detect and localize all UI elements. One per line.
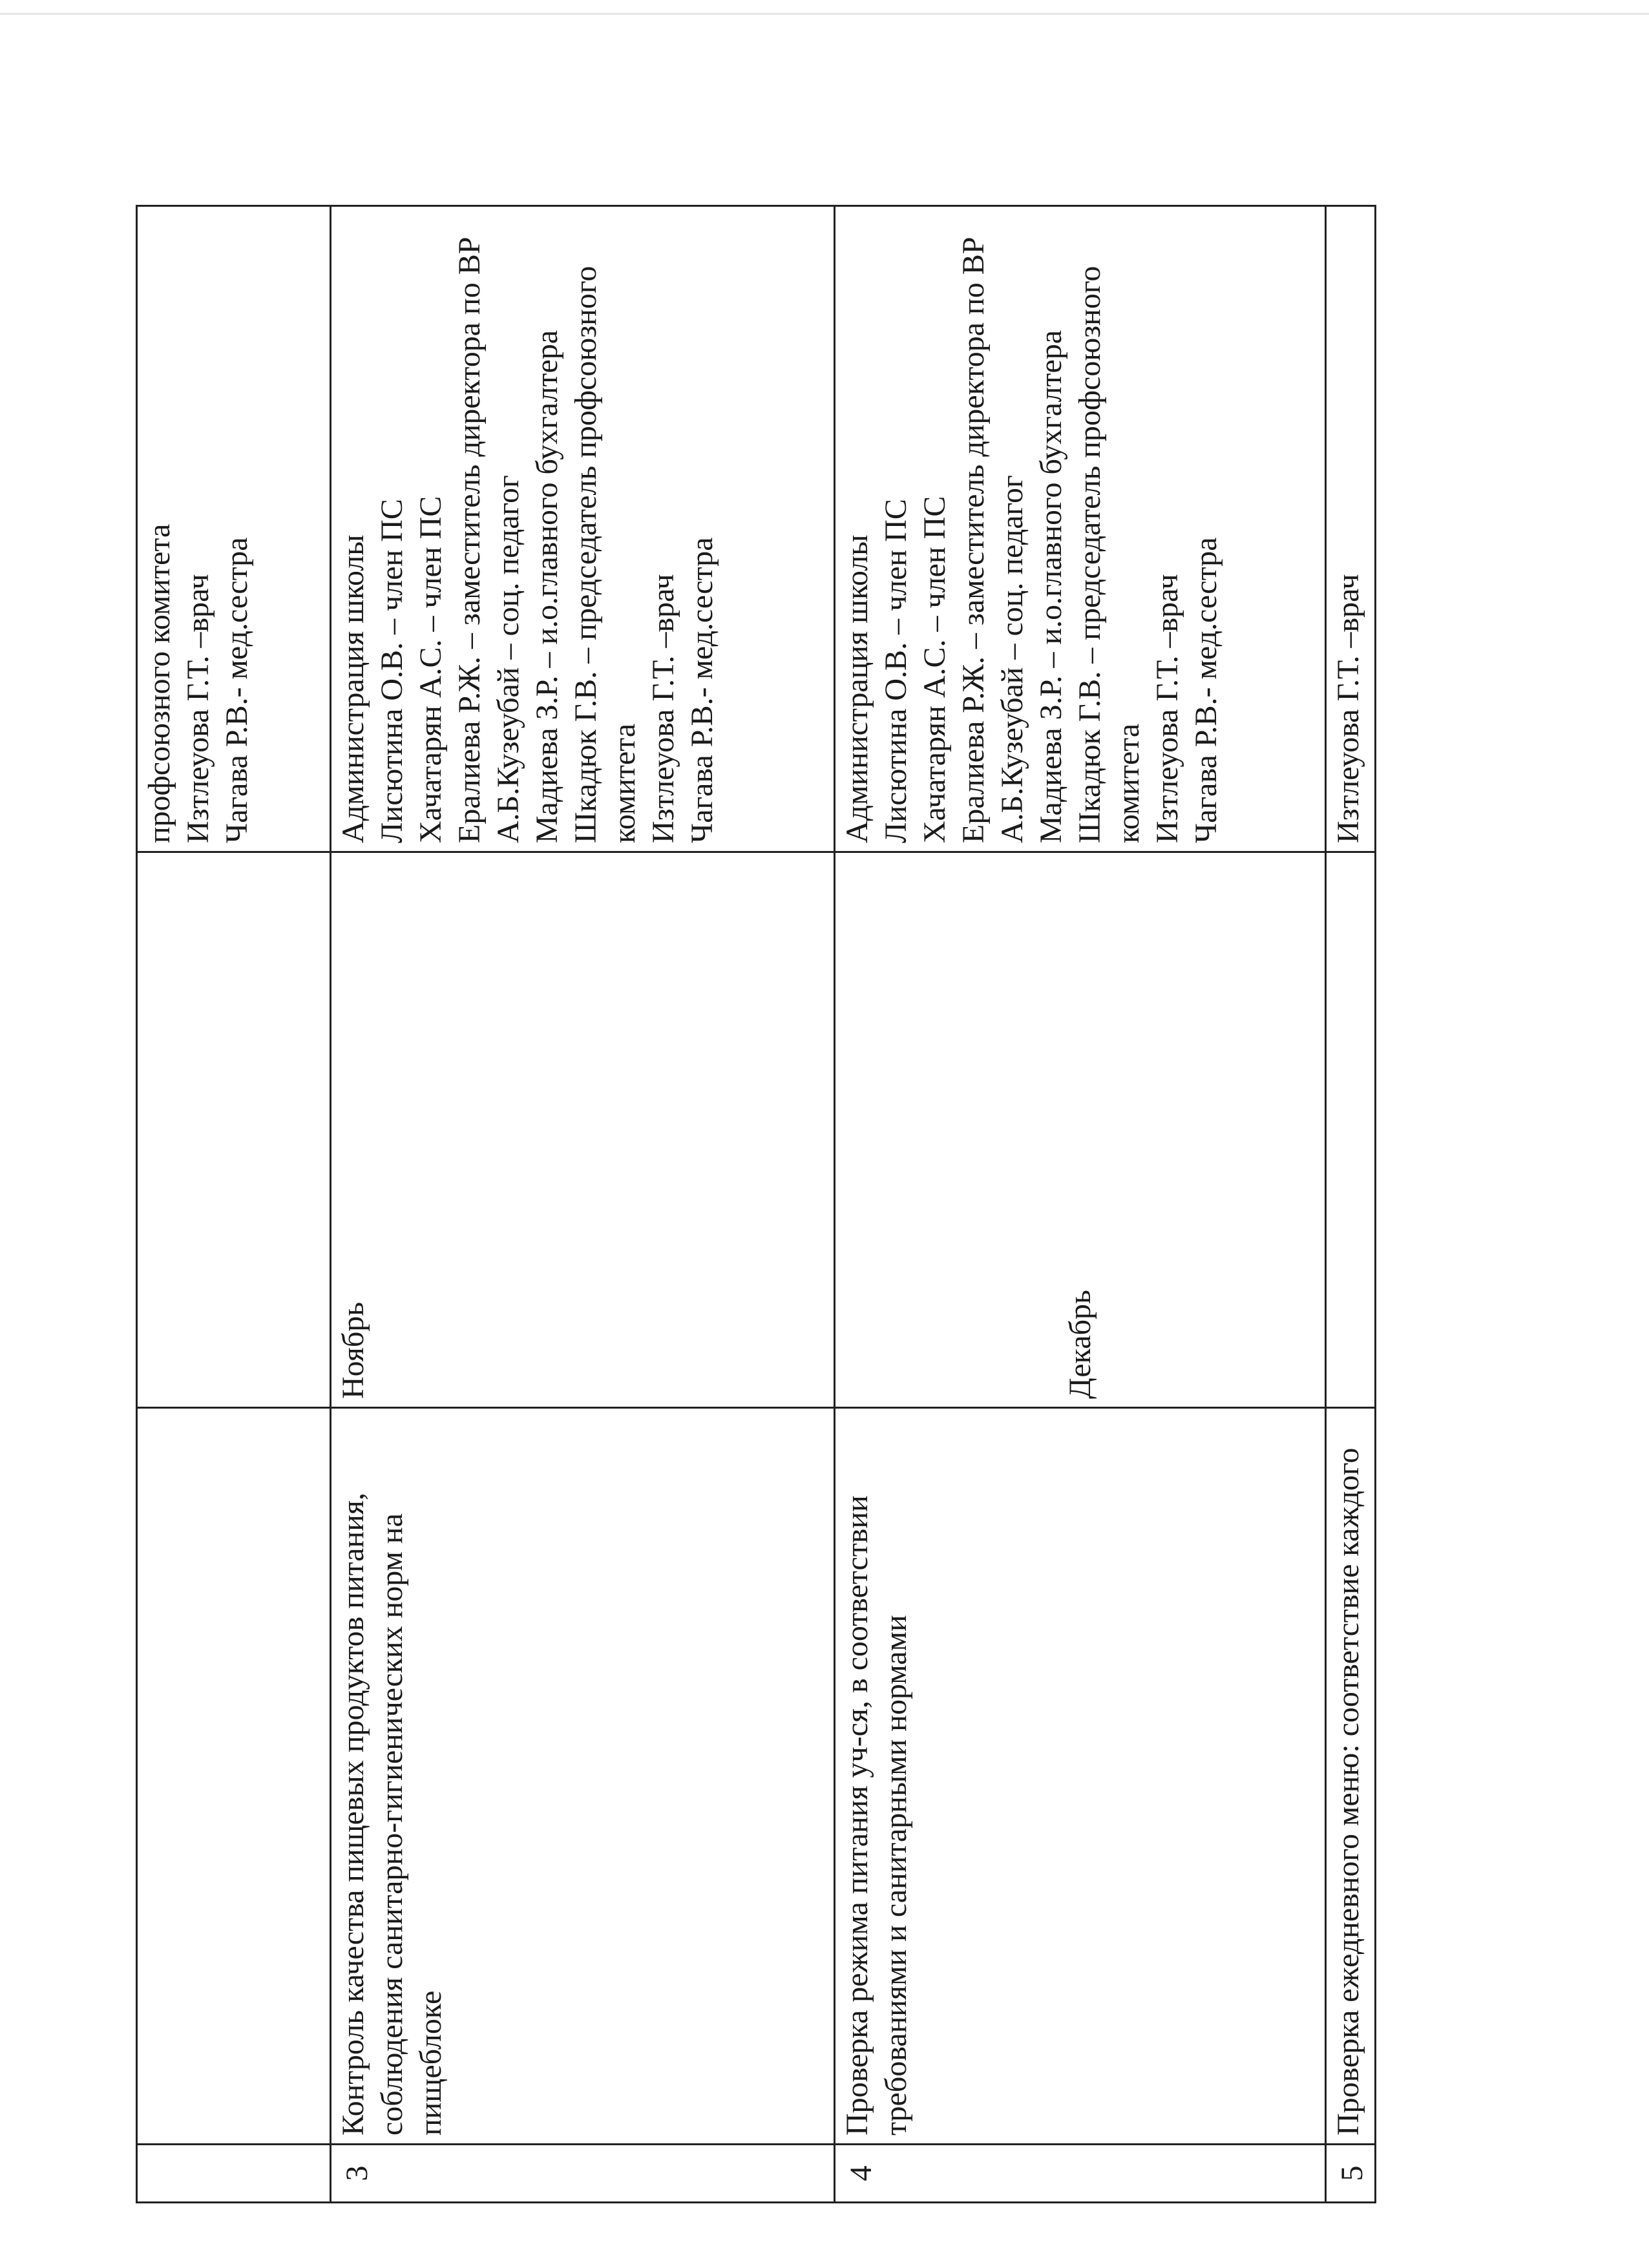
scan-edge (0, 13, 1649, 15)
plan-table (136, 205, 1376, 2203)
activity-cell: Проверка режима питания уч-ся, в соответствии требованиями и санитарными нормами (835, 1408, 1326, 2145)
table-row (835, 206, 1326, 2203)
row-number-cell: 4 (835, 2145, 1326, 2203)
activity-cell (137, 1408, 331, 2145)
date-cell: Декабрь (835, 852, 1326, 1408)
row-number-cell: 3 (331, 2145, 835, 2203)
activity-cell: Контроль качества пищевых продуктов питания, соблюдения санитарно-гигиенических норм на пищеблоке (331, 1408, 835, 2145)
rotated-page (136, 207, 1369, 2203)
date-cell: Ноябрь (331, 852, 835, 1408)
responsible-cell: Администрация школы Лисютина О.В. – член ПС Хачатарян А.С. – член ПС Ералиева Р.Ж. – заместитель директора по ВР А.Б.Кузеубай – соц. педагог Мадиева З.Р. – и.о.главного бухгалтера Шкадюк Г.В. – председатель профсоюзного комитета Изтлеуова Г.Т. –врач Чагава Р.В.- мед.сестра (331, 206, 835, 852)
responsible-cell: профсоюзного комитета Изтлеуова Г.Т. –врач Чагава Р.В.- мед.сестра (137, 206, 331, 852)
table-row (1326, 206, 1376, 2203)
table-row (137, 206, 331, 2203)
table-row (331, 206, 835, 2203)
row-number-cell: 5 (1326, 2145, 1376, 2203)
row-number-cell (137, 2145, 331, 2203)
date-cell (1326, 852, 1376, 1408)
date-cell (137, 852, 331, 1408)
activity-cell: Проверка ежедневного меню: соответствие каждого (1326, 1408, 1376, 2145)
responsible-cell: Изтлеуова Г.Т. –врач (1326, 206, 1376, 852)
responsible-cell: Администрация школы Лисютина О.В. – член ПС Хачатарян А.С. – член ПС Ералиева Р.Ж. – заместитель директора по ВР А.Б.Кузеубай – соц. педагог Мадиева З.Р. – и.о.главного бухгалтера Шкадюк Г.В. – председатель профсоюзного комитета Изтлеуова Г.Т. –врач Чагава Р.В.- мед.сестра (835, 206, 1326, 852)
